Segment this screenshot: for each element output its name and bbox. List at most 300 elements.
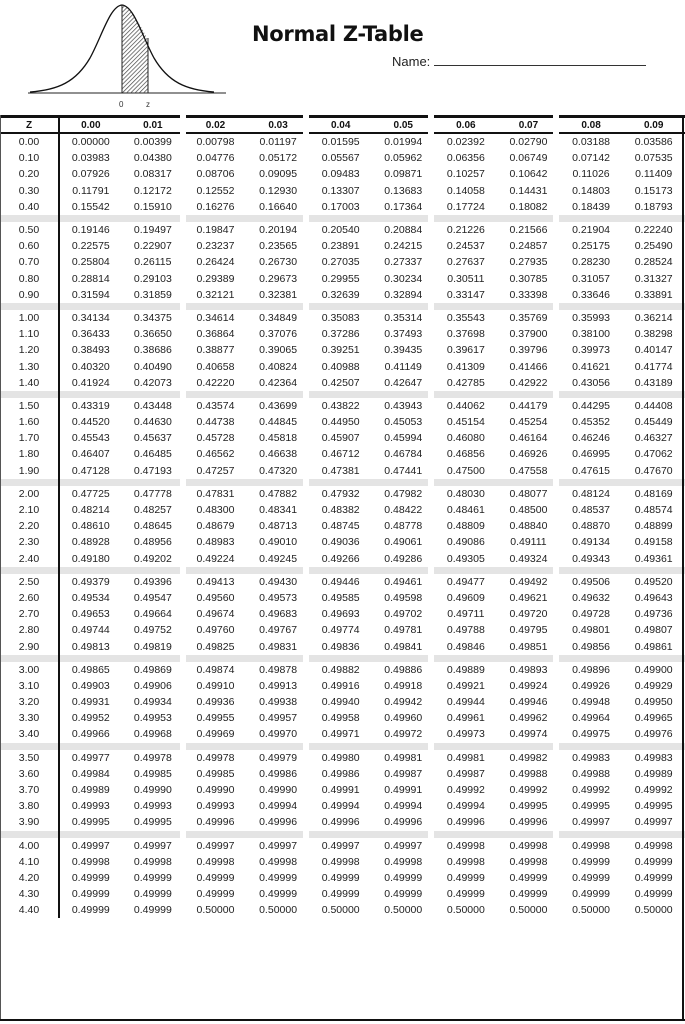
probability-cell: 0.33398 [509, 288, 548, 301]
probability-cell: 0.22907 [133, 240, 172, 253]
probability-cell: 0.32894 [384, 288, 423, 301]
probability-cell: 0.49653 [71, 608, 110, 621]
z-table-header-row [0, 117, 685, 134]
probability-cell: 0.48030 [446, 487, 485, 500]
separator-cell [247, 215, 310, 222]
probability-cell: 0.49999 [634, 871, 673, 884]
probability-cell: 0.05172 [259, 152, 298, 165]
page-title: Normal Z-Table [252, 22, 424, 46]
probability-cell: 0.49996 [446, 816, 485, 829]
table-row [0, 766, 685, 782]
probability-cell: 0.38493 [71, 344, 110, 357]
probability-cell: 0.49744 [71, 624, 110, 637]
table-row [0, 271, 685, 287]
table-row [0, 199, 685, 215]
probability-cell: 0.33646 [572, 288, 611, 301]
separator-cell [309, 655, 372, 662]
separator-cell [122, 391, 185, 398]
probability-cell: 0.49993 [71, 800, 110, 813]
table-row [0, 551, 685, 567]
probability-cell: 0.42507 [321, 376, 360, 389]
probability-cell: 0.49985 [133, 767, 172, 780]
probability-cell: 0.48169 [634, 487, 673, 500]
probability-cell: 0.49446 [321, 575, 360, 588]
table-border-bottom [0, 1019, 685, 1021]
probability-cell: 0.43189 [634, 376, 673, 389]
probability-cell: 0.49969 [196, 728, 235, 741]
separator-cell [622, 655, 685, 662]
probability-cell: 0.09871 [384, 168, 423, 181]
probability-cell: 0.46995 [572, 448, 611, 461]
probability-cell: 0.49982 [509, 751, 548, 764]
table-row [0, 150, 685, 166]
probability-cell: 0.42220 [196, 376, 235, 389]
probability-cell: 0.49841 [384, 640, 423, 653]
probability-cell: 0.49379 [71, 575, 110, 588]
probability-cell: 0.11026 [572, 168, 610, 181]
probability-cell: 0.07926 [71, 168, 110, 181]
column-gap [428, 115, 434, 1020]
separator-cell [309, 743, 372, 750]
separator-cell [247, 567, 310, 574]
separator-cell [435, 567, 498, 574]
probability-cell: 0.49598 [384, 591, 423, 604]
separator-cell [247, 655, 310, 662]
probability-cell: 0.49305 [446, 552, 485, 565]
probability-cell: 0.49998 [509, 839, 548, 852]
table-row [0, 238, 685, 254]
z-value-cell: 2.20 [0, 518, 59, 534]
probability-cell: 0.49995 [71, 816, 110, 829]
probability-cell: 0.18082 [509, 200, 548, 213]
separator-cell [59, 655, 122, 662]
probability-cell: 0.49955 [196, 712, 235, 725]
probability-cell: 0.38298 [634, 328, 673, 341]
z-value-cell: 2.00 [0, 486, 59, 502]
probability-cell: 0.49999 [572, 871, 611, 884]
z-value-cell: 3.70 [0, 782, 59, 798]
probability-cell: 0.23891 [321, 240, 360, 253]
separator-cell [309, 567, 372, 574]
z-value-cell: 3.80 [0, 798, 59, 814]
probability-cell: 0.44950 [321, 416, 360, 429]
probability-cell: 0.49609 [446, 591, 485, 604]
probability-cell: 0.49983 [634, 751, 673, 764]
probability-cell: 0.49477 [446, 575, 485, 588]
probability-cell: 0.45449 [634, 416, 673, 429]
z-value-cell: 0.30 [0, 183, 59, 199]
probability-cell: 0.49996 [384, 816, 423, 829]
probability-cell: 0.49988 [572, 767, 611, 780]
z-value-cell: 3.40 [0, 726, 59, 742]
probability-cell: 0.43943 [384, 399, 423, 412]
probability-cell: 0.47257 [196, 464, 235, 477]
probability-cell: 0.49180 [71, 552, 110, 565]
probability-cell: 0.49831 [259, 640, 298, 653]
separator-cell [184, 479, 247, 486]
separator-cell [497, 743, 560, 750]
separator-cell [372, 831, 435, 838]
probability-cell: 0.48870 [572, 520, 611, 533]
probability-cell: 0.44738 [196, 416, 235, 429]
probability-cell: 0.07142 [572, 152, 611, 165]
z-value-cell: 2.80 [0, 622, 59, 638]
probability-cell: 0.49720 [509, 608, 548, 621]
z-value-cell: 3.10 [0, 678, 59, 694]
probability-cell: 0.43574 [196, 399, 235, 412]
probability-cell: 0.47670 [634, 464, 673, 477]
probability-cell: 0.21566 [509, 224, 548, 237]
probability-cell: 0.49869 [133, 663, 172, 676]
probability-cell: 0.19847 [196, 224, 235, 237]
probability-cell: 0.49913 [259, 679, 298, 692]
probability-cell: 0.49547 [133, 591, 172, 604]
probability-cell: 0.49906 [133, 679, 172, 692]
probability-cell: 0.49795 [509, 624, 548, 637]
z-value-cell: 1.20 [0, 342, 59, 358]
probability-cell: 0.49999 [446, 871, 485, 884]
probability-cell: 0.18793 [634, 200, 673, 213]
separator-cell [0, 743, 59, 750]
column-header: 0.01 [122, 117, 185, 134]
probability-cell: 0.48956 [133, 536, 172, 549]
z-value-cell: 0.90 [0, 287, 59, 303]
probability-cell: 0.47381 [321, 464, 360, 477]
column-header: Z [0, 117, 59, 134]
probability-cell: 0.49632 [572, 591, 611, 604]
probability-cell: 0.17364 [384, 200, 423, 213]
probability-cell: 0.44179 [509, 399, 548, 412]
table-row [0, 622, 685, 638]
z-value-cell: 2.40 [0, 551, 59, 567]
probability-cell: 0.49995 [509, 800, 548, 813]
probability-cell: 0.12172 [133, 184, 172, 197]
separator-cell [622, 831, 685, 838]
probability-cell: 0.33891 [634, 288, 673, 301]
separator-cell [122, 303, 185, 310]
probability-cell: 0.20884 [384, 224, 423, 237]
probability-cell: 0.23565 [259, 240, 298, 253]
probability-cell: 0.30234 [384, 272, 423, 285]
z-value-cell: 2.60 [0, 590, 59, 606]
separator-cell [497, 479, 560, 486]
probability-cell: 0.07535 [634, 152, 673, 165]
probability-cell: 0.15542 [71, 200, 110, 213]
probability-cell: 0.42073 [133, 376, 172, 389]
table-row [0, 375, 685, 391]
probability-cell: 0.11409 [635, 168, 673, 181]
separator-cell [247, 831, 310, 838]
column-header: 0.00 [59, 117, 122, 134]
probability-cell: 0.49774 [321, 624, 360, 637]
probability-cell: 0.06749 [509, 152, 548, 165]
probability-cell: 0.09483 [321, 168, 360, 181]
probability-cell: 0.40988 [321, 360, 360, 373]
probability-cell: 0.43319 [71, 399, 110, 412]
probability-cell: 0.49836 [321, 640, 360, 653]
separator-cell [0, 567, 59, 574]
probability-cell: 0.49980 [321, 751, 360, 764]
group-separator [0, 743, 685, 750]
probability-cell: 0.48077 [509, 487, 548, 500]
z-value-cell: 1.90 [0, 463, 59, 479]
probability-cell: 0.49999 [196, 871, 235, 884]
probability-cell: 0.13683 [384, 184, 423, 197]
separator-cell [247, 391, 310, 398]
probability-cell: 0.05962 [384, 152, 423, 165]
probability-cell: 0.00399 [133, 136, 172, 149]
probability-cell: 0.49972 [384, 728, 423, 741]
probability-cell: 0.49711 [447, 608, 485, 621]
separator-cell [0, 479, 59, 486]
probability-cell: 0.49506 [572, 575, 611, 588]
separator-cell [59, 391, 122, 398]
probability-cell: 0.49621 [509, 591, 548, 604]
probability-cell: 0.48713 [259, 520, 298, 533]
probability-cell: 0.49997 [634, 816, 673, 829]
probability-cell: 0.30785 [509, 272, 548, 285]
probability-cell: 0.49036 [321, 536, 360, 549]
probability-cell: 0.49998 [446, 839, 485, 852]
probability-cell: 0.49910 [196, 679, 235, 692]
separator-cell [184, 831, 247, 838]
probability-cell: 0.47778 [133, 487, 172, 500]
separator-cell [622, 303, 685, 310]
probability-cell: 0.49573 [259, 591, 298, 604]
probability-cell: 0.49788 [446, 624, 485, 637]
separator-cell [0, 391, 59, 398]
separator-cell [184, 303, 247, 310]
probability-cell: 0.48928 [71, 536, 110, 549]
probability-cell: 0.49999 [71, 888, 110, 901]
separator-cell [560, 479, 623, 486]
probability-cell: 0.49825 [196, 640, 235, 653]
probability-cell: 0.49999 [321, 888, 360, 901]
probability-cell: 0.49997 [133, 839, 172, 852]
separator-cell [184, 215, 247, 222]
probability-cell: 0.49781 [384, 624, 423, 637]
z-value-cell: 3.60 [0, 766, 59, 782]
separator-cell [497, 215, 560, 222]
probability-cell: 0.41149 [384, 360, 422, 373]
z-label: z [146, 100, 150, 109]
separator-cell [622, 567, 685, 574]
probability-cell: 0.48899 [634, 520, 673, 533]
probability-cell: 0.49999 [196, 888, 235, 901]
group-separator [0, 567, 685, 574]
probability-cell: 0.24537 [446, 240, 485, 253]
probability-cell: 0.49999 [446, 888, 485, 901]
probability-cell: 0.30511 [447, 272, 485, 285]
separator-cell [372, 479, 435, 486]
table-row [0, 430, 685, 446]
probability-cell: 0.45818 [259, 432, 298, 445]
z-value-cell: 1.10 [0, 326, 59, 342]
probability-cell: 0.49896 [572, 663, 611, 676]
probability-cell: 0.15173 [634, 184, 673, 197]
table-row [0, 486, 685, 502]
probability-cell: 0.02790 [509, 136, 548, 149]
probability-cell: 0.48500 [509, 504, 548, 517]
probability-cell: 0.49985 [196, 767, 235, 780]
probability-cell: 0.49693 [321, 608, 360, 621]
probability-cell: 0.49664 [133, 608, 172, 621]
probability-cell: 0.48257 [133, 504, 172, 517]
separator-cell [497, 655, 560, 662]
separator-cell [372, 743, 435, 750]
z-value-cell: 0.20 [0, 166, 59, 182]
probability-cell: 0.02392 [446, 136, 485, 149]
probability-cell: 0.12930 [259, 184, 298, 197]
probability-cell: 0.19146 [71, 224, 110, 237]
probability-cell: 0.49977 [71, 751, 110, 764]
table-row [0, 518, 685, 534]
separator-cell [497, 831, 560, 838]
probability-cell: 0.49997 [71, 839, 110, 852]
probability-cell: 0.49994 [384, 800, 423, 813]
probability-cell: 0.39973 [572, 344, 611, 357]
probability-cell: 0.48610 [71, 520, 110, 533]
probability-cell: 0.49994 [446, 800, 485, 813]
table-row [0, 678, 685, 694]
probability-cell: 0.04776 [196, 152, 235, 165]
probability-cell: 0.47441 [384, 464, 423, 477]
separator-cell [622, 743, 685, 750]
probability-cell: 0.49851 [509, 640, 548, 653]
table-row [0, 606, 685, 622]
probability-cell: 0.49999 [572, 855, 611, 868]
probability-cell: 0.49998 [384, 855, 423, 868]
separator-cell [309, 479, 372, 486]
probability-cell: 0.49998 [446, 855, 485, 868]
separator-cell [122, 479, 185, 486]
probability-cell: 0.41466 [509, 360, 548, 373]
column-header: 0.04 [309, 117, 372, 134]
probability-cell: 0.50000 [384, 904, 423, 917]
table-row [0, 310, 685, 326]
probability-cell: 0.40320 [71, 360, 110, 373]
probability-cell: 0.49997 [259, 839, 298, 852]
probability-cell: 0.28814 [71, 272, 110, 285]
probability-cell: 0.43822 [321, 399, 360, 412]
probability-cell: 0.49999 [133, 904, 172, 917]
separator-cell [372, 303, 435, 310]
probability-cell: 0.49996 [321, 816, 360, 829]
probability-cell: 0.49997 [384, 839, 423, 852]
probability-cell: 0.49999 [384, 888, 423, 901]
table-row [0, 838, 685, 854]
probability-cell: 0.49999 [321, 871, 360, 884]
probability-cell: 0.49992 [634, 784, 673, 797]
probability-cell: 0.31594 [71, 288, 110, 301]
separator-cell [497, 391, 560, 398]
separator-cell [59, 215, 122, 222]
probability-cell: 0.40490 [133, 360, 172, 373]
probability-cell: 0.37286 [321, 328, 360, 341]
z-value-cell: 4.10 [0, 854, 59, 870]
probability-cell: 0.49996 [509, 816, 548, 829]
table-row [0, 782, 685, 798]
probability-cell: 0.49996 [196, 816, 235, 829]
probability-cell: 0.22575 [71, 240, 110, 253]
probability-cell: 0.49986 [321, 767, 360, 780]
probability-cell: 0.49882 [321, 663, 360, 676]
z-value-cell: 2.10 [0, 502, 59, 518]
probability-cell: 0.29103 [133, 272, 172, 285]
separator-cell [622, 391, 685, 398]
probability-cell: 0.44408 [634, 399, 673, 412]
probability-cell: 0.35314 [384, 311, 423, 324]
probability-cell: 0.49966 [71, 728, 110, 741]
probability-cell: 0.49971 [321, 728, 360, 741]
probability-cell: 0.31859 [133, 288, 172, 301]
probability-cell: 0.49964 [572, 712, 611, 725]
table-row [0, 750, 685, 766]
probability-cell: 0.49492 [509, 575, 548, 588]
probability-cell: 0.49010 [259, 536, 298, 549]
probability-cell: 0.49683 [259, 608, 298, 621]
probability-cell: 0.49992 [446, 784, 485, 797]
probability-cell: 0.49978 [196, 751, 235, 764]
probability-cell: 0.48461 [446, 504, 485, 517]
separator-cell [497, 303, 560, 310]
separator-cell [122, 655, 185, 662]
separator-cell [309, 391, 372, 398]
probability-cell: 0.49801 [572, 624, 611, 637]
probability-cell: 0.08317 [133, 168, 172, 181]
probability-cell: 0.47725 [71, 487, 110, 500]
separator-cell [309, 303, 372, 310]
probability-cell: 0.14058 [446, 184, 485, 197]
probability-cell: 0.49674 [196, 608, 235, 621]
probability-cell: 0.49987 [384, 767, 423, 780]
probability-cell: 0.49998 [321, 855, 360, 868]
probability-cell: 0.47062 [634, 448, 673, 461]
separator-cell [435, 391, 498, 398]
probability-cell: 0.37076 [259, 328, 298, 341]
probability-cell: 0.35993 [572, 311, 611, 324]
z-value-cell: 3.00 [0, 662, 59, 678]
probability-cell: 0.49807 [634, 624, 673, 637]
table-row [0, 902, 685, 918]
probability-cell: 0.45254 [509, 416, 548, 429]
probability-cell: 0.44062 [446, 399, 485, 412]
probability-cell: 0.50000 [572, 904, 611, 917]
probability-cell: 0.49929 [634, 679, 673, 692]
probability-cell: 0.49948 [572, 696, 611, 709]
probability-cell: 0.26730 [259, 256, 298, 269]
probability-cell: 0.48537 [572, 504, 611, 517]
probability-cell: 0.48341 [259, 504, 298, 517]
table-row [0, 662, 685, 678]
probability-cell: 0.46246 [572, 432, 611, 445]
group-separator [0, 303, 685, 310]
probability-cell: 0.28230 [572, 256, 611, 269]
probability-cell: 0.49990 [259, 784, 298, 797]
probability-cell: 0.49997 [572, 816, 611, 829]
group-separator [0, 479, 685, 486]
probability-cell: 0.18439 [572, 200, 611, 213]
probability-cell: 0.14803 [572, 184, 611, 197]
probability-cell: 0.05567 [321, 152, 360, 165]
probability-cell: 0.49086 [446, 536, 485, 549]
separator-cell [184, 391, 247, 398]
probability-cell: 0.25175 [572, 240, 611, 253]
probability-cell: 0.46080 [446, 432, 485, 445]
probability-cell: 0.49995 [572, 800, 611, 813]
separator-cell [435, 479, 498, 486]
separator-cell [435, 743, 498, 750]
